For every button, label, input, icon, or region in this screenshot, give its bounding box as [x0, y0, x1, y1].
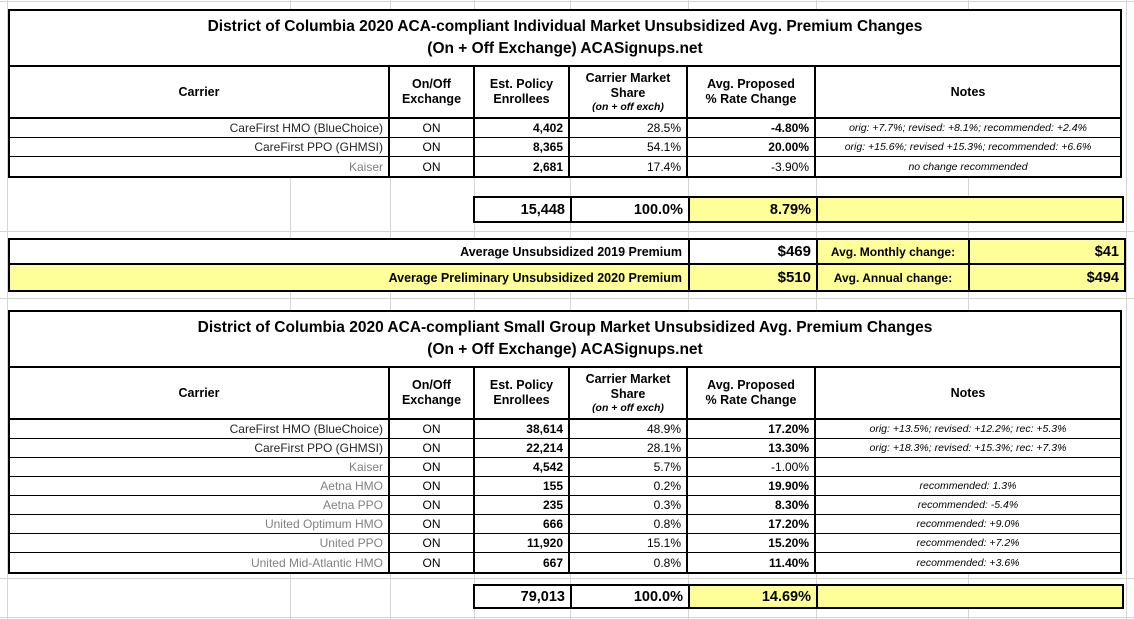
column-header-enrollees[interactable]: Est. Policy Enrollees [475, 368, 570, 418]
cell-carrier[interactable]: CareFirst PPO (GHMSI) [10, 439, 390, 457]
cell-carrier[interactable]: Aetna PPO [10, 496, 390, 514]
header-row [10, 368, 1120, 420]
cell-notes[interactable]: recommended: +7.2% [916, 537, 1020, 549]
cell-notes[interactable] [816, 458, 1120, 476]
cell-notes[interactable]: orig: +7.7%; revised: +8.1%; recommended: +2.4% [849, 122, 1087, 134]
cell-exchange[interactable]: ON [390, 420, 475, 438]
table-row [10, 553, 1120, 572]
grid-line [0, 617, 1134, 618]
table-row [10, 420, 1120, 439]
cell-enrollees[interactable]: 667 [475, 553, 570, 572]
table-title-individual[interactable] [10, 11, 1120, 67]
cell-enrollees[interactable]: 155 [475, 477, 570, 495]
table-row [10, 157, 1120, 176]
column-header-share[interactable] [570, 67, 688, 117]
cell-rate[interactable]: 20.00% [688, 138, 816, 156]
cell-exchange[interactable]: ON [390, 477, 475, 495]
cell-enrollees[interactable]: 11,920 [475, 534, 570, 552]
table-row [10, 119, 1120, 138]
cell-carrier[interactable]: CareFirst PPO (GHMSI) [10, 138, 390, 156]
column-header-share[interactable] [570, 368, 688, 418]
cell-exchange[interactable]: ON [390, 138, 475, 156]
small-group-totals-row [473, 584, 1124, 609]
avg-2020-row [10, 265, 1124, 290]
column-header-rate[interactable] [688, 67, 816, 117]
cell-enrollees[interactable]: 235 [475, 496, 570, 514]
cell-exchange[interactable]: ON [390, 534, 475, 552]
cell-rate[interactable]: 19.90% [688, 477, 816, 495]
table-row [10, 515, 1120, 534]
table-title-line2: (On + Off Exchange) ACASignups.net [427, 40, 703, 57]
cell-rate[interactable]: -1.00% [688, 458, 816, 476]
avg-2019-value[interactable]: $469 [688, 240, 816, 263]
column-header-share-sub: (on + off exch) [592, 401, 664, 414]
cell-carrier[interactable]: United Optimum HMO [10, 515, 390, 533]
cell-share[interactable]: 28.5% [570, 119, 688, 137]
cell-share[interactable]: 15.1% [570, 534, 688, 552]
table-row [10, 138, 1120, 157]
cell-exchange[interactable]: ON [390, 119, 475, 137]
table-row [10, 477, 1120, 496]
table-row [10, 439, 1120, 458]
avg-2020-value[interactable]: $510 [688, 265, 816, 290]
cell-share[interactable]: 48.9% [570, 420, 688, 438]
cell-carrier[interactable]: United PPO [10, 534, 390, 552]
small-group-market-table [8, 310, 1122, 574]
cell-notes[interactable]: orig: +15.6%; revised +15.3%; recommended: +6.6% [844, 141, 1092, 153]
total-notes-blank[interactable] [816, 586, 1122, 607]
cell-share[interactable]: 0.8% [570, 515, 688, 533]
cell-exchange[interactable]: ON [390, 439, 475, 457]
grid-line [0, 578, 1134, 579]
table-title-line2: (On + Off Exchange) ACASignups.net [427, 341, 703, 358]
column-header-rate-line1: Avg. Proposed [707, 378, 795, 393]
cell-enrollees[interactable]: 666 [475, 515, 570, 533]
table-title-line1: District of Columbia 2020 ACA-compliant Individual Market Unsubsidized Avg. Premium Changes [207, 17, 923, 35]
cell-share[interactable]: 28.1% [570, 439, 688, 457]
table-row [10, 496, 1120, 515]
cell-notes[interactable]: recommended: -5.4% [917, 499, 1019, 511]
cell-rate[interactable]: 8.30% [688, 496, 816, 514]
column-header-rate-line2: % Rate Change [705, 92, 797, 106]
cell-notes[interactable]: orig: +13.5%; revised: +12.2%; rec: +5.3% [869, 423, 1067, 435]
cell-rate[interactable]: 17.20% [688, 420, 816, 438]
cell-carrier[interactable]: Kaiser [10, 458, 390, 476]
cell-exchange[interactable]: ON [390, 458, 475, 476]
cell-enrollees[interactable]: 22,214 [475, 439, 570, 457]
table-row [10, 534, 1120, 553]
total-enrollees[interactable]: 15,448 [520, 201, 565, 218]
cell-rate[interactable]: 13.30% [688, 439, 816, 457]
avg-2019-label[interactable]: Average Unsubsidized 2019 Premium [460, 244, 682, 259]
column-header-exchange[interactable]: On/Off Exchange [390, 67, 475, 117]
column-header-exchange[interactable]: On/Off Exchange [390, 368, 475, 418]
total-rate[interactable]: 14.69% [688, 586, 816, 607]
total-rate[interactable]: 8.79% [688, 198, 816, 221]
annual-change-label[interactable]: Avg. Annual change: [816, 265, 968, 290]
cell-rate[interactable]: 17.20% [688, 515, 816, 533]
cell-exchange[interactable]: ON [390, 515, 475, 533]
column-header-rate-line2: % Rate Change [705, 393, 797, 407]
cell-exchange[interactable]: ON [390, 496, 475, 514]
cell-share[interactable]: 5.7% [570, 458, 688, 476]
cell-rate[interactable]: -4.80% [688, 119, 816, 137]
cell-share[interactable]: 54.1% [570, 138, 688, 156]
cell-rate[interactable]: -3.90% [688, 157, 816, 176]
header-row [10, 67, 1120, 119]
cell-enrollees[interactable]: 2,681 [475, 157, 570, 176]
cell-rate[interactable]: 11.40% [688, 553, 816, 572]
cell-carrier[interactable]: Aetna HMO [10, 477, 390, 495]
cell-carrier[interactable]: CareFirst HMO (BlueChoice) [10, 119, 390, 137]
column-header-notes[interactable]: Notes [950, 84, 986, 99]
cell-carrier[interactable]: Kaiser [10, 157, 390, 176]
column-header-share-label: Carrier Market Share [585, 372, 671, 401]
column-header-share-sub: (on + off exch) [592, 100, 664, 113]
column-header-carrier[interactable]: Carrier [10, 368, 390, 418]
cell-exchange[interactable]: ON [390, 157, 475, 176]
total-share[interactable]: 100.0% [570, 198, 688, 221]
monthly-change-label[interactable]: Avg. Monthly change: [816, 240, 968, 263]
cell-share[interactable]: 17.4% [570, 157, 688, 176]
table-title-small-group[interactable] [10, 312, 1120, 368]
grid-line [1126, 0, 1127, 619]
cell-enrollees[interactable]: 4,542 [475, 458, 570, 476]
cell-share[interactable]: 0.8% [570, 553, 688, 572]
column-header-rate-line1: Avg. Proposed [707, 77, 795, 92]
column-header-rate[interactable] [688, 368, 816, 418]
monthly-change-value[interactable]: $41 [968, 240, 1124, 263]
cell-rate[interactable]: 15.20% [688, 534, 816, 552]
grid-line [0, 298, 1134, 299]
avg-2020-label[interactable]: Average Preliminary Unsubsidized 2020 Premium [10, 265, 688, 290]
total-enrollees[interactable]: 79,013 [520, 588, 565, 605]
individual-totals-row [473, 196, 1124, 223]
cell-share[interactable]: 0.2% [570, 477, 688, 495]
cell-notes[interactable]: no change recommended [908, 160, 1028, 173]
cell-enrollees[interactable]: 4,402 [475, 119, 570, 137]
grid-line [0, 1, 1134, 2]
column-header-enrollees[interactable]: Est. Policy Enrollees [475, 67, 570, 117]
total-share[interactable]: 100.0% [570, 586, 688, 607]
cell-enrollees[interactable]: 38,614 [475, 420, 570, 438]
annual-change-value[interactable]: $494 [968, 265, 1124, 290]
grid-line [0, 231, 1134, 232]
total-notes-blank[interactable] [816, 198, 1122, 221]
cell-exchange[interactable]: ON [390, 553, 475, 572]
avg-2019-row [10, 240, 1124, 265]
average-premium-block [8, 238, 1126, 292]
cell-carrier[interactable]: United Mid-Atlantic HMO [10, 553, 390, 572]
cell-notes[interactable]: recommended: 1.3% [919, 480, 1017, 492]
table-row [10, 458, 1120, 477]
cell-notes[interactable]: recommended: +9.0% [916, 518, 1020, 530]
column-header-carrier[interactable]: Carrier [10, 67, 390, 117]
table-title-line1: District of Columbia 2020 ACA-compliant Small Group Market Unsubsidized Avg. Premium Changes [197, 318, 933, 336]
cell-carrier[interactable]: CareFirst HMO (BlueChoice) [10, 420, 390, 438]
column-header-notes[interactable]: Notes [950, 385, 986, 400]
cell-enrollees[interactable]: 8,365 [475, 138, 570, 156]
cell-share[interactable]: 0.3% [570, 496, 688, 514]
cell-notes[interactable]: recommended: +3.6% [916, 556, 1020, 569]
column-header-share-label: Carrier Market Share [585, 71, 671, 100]
individual-market-table [8, 9, 1122, 178]
cell-notes[interactable]: orig: +18.3%; revised: +15.3%; rec: +7.3% [869, 442, 1067, 454]
